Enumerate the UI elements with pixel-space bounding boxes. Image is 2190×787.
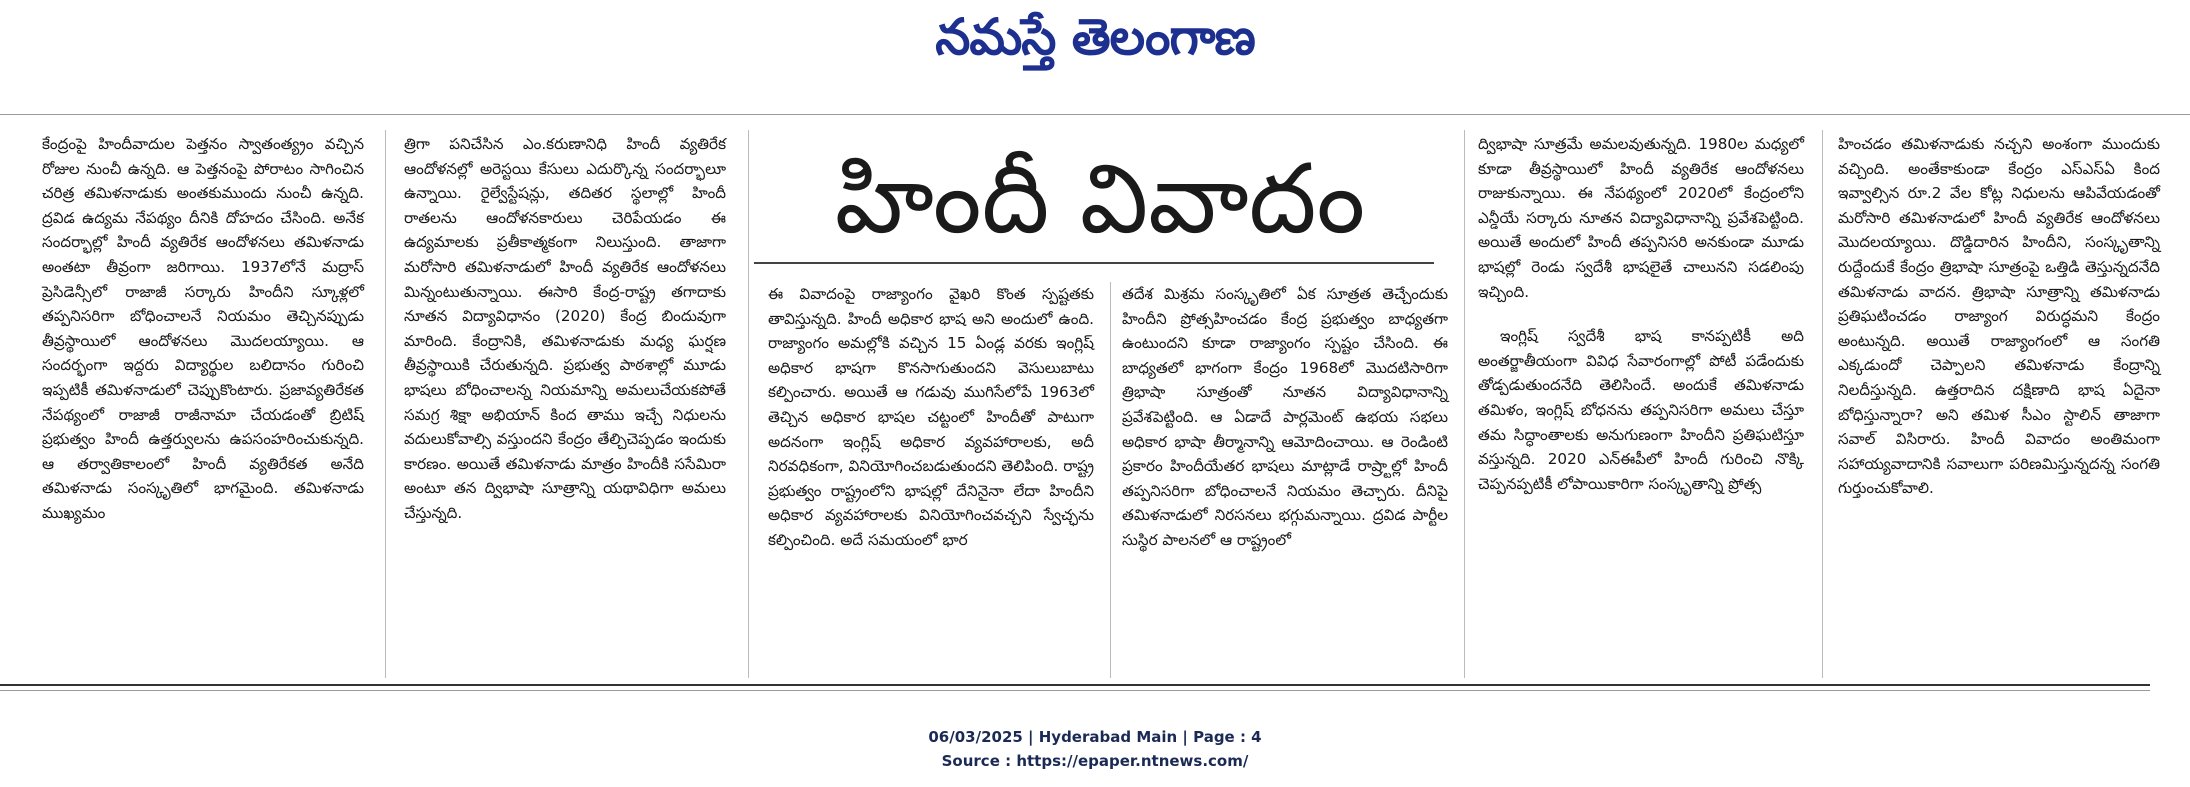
article-column-3	[768, 282, 1094, 553]
column-divider	[748, 130, 749, 678]
paragraph: త్రిగా పనిచేసిన ఎం.కరుణానిధి హిందీ వ్యతిరేక ఆందోళనల్లో అరెస్టయి కేసులు ఎదుర్కొన్న సందర్భాలూ ఉన్నాయి. రైల్వేస్టేషన్లు, తదితర స్థలాల్లో హిందీ రాతలను ఆందోళనకారులు చెరిపేయడం ఈ ఉద్యమాలకు ప్రతీకాత్మకంగా నిలుస్తుంది. తాజాగా మరోసారి తమిళనాడులో హిందీ వ్యతిరేక ఆందోళనలు మిన్నంటుతున్నాయి. ఈసారి కేంద్ర-రాష్ట్ర తగాదాకు నూతన విద్యావిధానం (2020) కేంద్ర బిందువుగా మారింది. కేంద్రానికి, తమిళనాడుకు మధ్య ఘర్షణ తీవ్రస్థాయికి చేరుతున్నది. ప్రభుత్వ పాఠశాల్లో మూడు భాషలు బోధించాలన్న నియమాన్ని అమలుచేయకపోతే సమగ్ర శిక్షా అభియాన్ కింద తాము ఇచ్చే నిధులను వదులుకోవాల్సి వస్తుందని కేంద్రం తేల్చిచెప్పడం ఇందుకు కారణం. అయితే తమిళనాడు మాత్రం హిందీకి ససేమిరా అంటూ తన ద్విభాషా సూత్రాన్ని యథావిధిగా అమలు చేస్తున్నది.	[404, 135, 726, 522]
article-column-1	[42, 132, 364, 526]
footer-dateline: 06/03/2025 | Hyderabad Main | Page : 4	[928, 728, 1262, 746]
paragraph: ఇంగ్లిష్ స్వదేశీ భాష కానప్పటికీ అది అంతర్జాతీయంగా వివిధ సేవారంగాల్లో పోటీ పడేందుకు తోడ్పడుతుందనేది తెలిసిందే. అందుకే తమిళనాడు తమిళం, ఇంగ్లిష్ బోధనను తప్పనిసరిగా అమలు చేస్తూ తమ సిద్ధాంతాలకు అనుగుణంగా హిందీని ప్రతిఘటిస్తూ వస్తున్నది. 2020 ఎన్ఈపీలో హిందీ గురించి నొక్కి చెప్పనప్పటికీ లోపాయికారిగా సంస్కృతాన్ని ప్రోత్స	[1478, 327, 1804, 493]
top-divider	[0, 114, 2190, 115]
paragraph: కేంద్రంపై హిందీవాదుల పెత్తనం స్వాతంత్య్రం వచ్చిన రోజుల నుంచీ ఉన్నది. ఆ పెత్తనంపై పోరాటం సాగించిన చరిత్ర తమిళనాడుకు అంతకుముందు నుంచీ ఉన్నది. ద్రవిడ ఉద్యమ నేపథ్యం దీనికి దోహదం చేసింది. అనేక సందర్భాల్లో హిందీ వ్యతిరేక ఆందోళనలు తమిళనాడు అంతటా తీవ్రంగా జరిగాయి. 1937లోనే మద్రాస్ ప్రెసిడెన్సీలో రాజాజీ సర్కారు హిందీని స్కూళ్లలో తప్పనిసరిగా బోధించాలనే నియమం తెచ్చినప్పుడు తీవ్రస్థాయిలో ఆందోళనలు మొదలయ్యాయి. ఆ సందర్భంగా ఇద్దరు విద్యార్థుల బలిదానం గురించి ఇప్పటికీ తమిళనాడులో చెప్పుకొంటారు. ప్రజావ్యతిరేకత నేపథ్యంలో రాజాజీ రాజీనామా చేయడంతో బ్రిటిష్ ప్రభుత్వం హిందీ ఉత్తర్వులను ఉపసంహరించుకున్నది. ఆ తర్వాతికాలంలో హిందీ వ్యతిరేకత అనేది తమిళనాడు సంస్కృతిలో భాగమైంది. తమిళనాడు ముఖ్యమం	[42, 135, 364, 522]
paragraph: ఈ వివాదంపై రాజ్యాంగం వైఖరి కొంత స్పష్టతకు తావిస్తున్నది. హిందీ అధికార భాష అని అందులో ఉంది. రాజ్యాంగం అమల్లోకి వచ్చిన 15 ఏండ్ల వరకు ఇంగ్లిష్ అధికార భాషగా కొనసాగుతుందని వెసులుబాటు కల్పించారు. అయితే ఆ గడువు ముగిసేలోపే 1963లో తెచ్చిన అధికార భాషల చట్టంలో హిందీతో పాటుగా అదనంగా ఇంగ్లిష్ అధికార వ్యవహారాలకు, అదీ నిరవధికంగా, వినియోగించబడుతుందని తెలిపింది. రాష్ట్ర ప్రభుత్వం రాష్ట్రంలోని భాషల్లో దేనినైనా లేదా హిందీని అధికార వ్యవహారాలకు వినియోగించవచ్చని స్వేచ్ఛను కల్పించింది. అదే సమయంలో భార	[768, 285, 1094, 549]
article-column-6	[1838, 132, 2160, 501]
column-divider	[1822, 130, 1823, 678]
headline: హిందీ వివాదం	[834, 143, 1366, 255]
bottom-divider	[0, 684, 2150, 686]
article-column-5	[1478, 132, 1804, 496]
column-divider	[1464, 130, 1465, 678]
column-divider	[1110, 282, 1111, 678]
headline-underline	[754, 262, 1434, 264]
column-divider	[385, 130, 386, 678]
paragraph: ద్విభాషా సూత్రమే అమలవుతున్నది. 1980ల మధ్యలో కూడా తీవ్రస్థాయిలో హిందీ వ్యతిరేక ఆందోళనలు రాజుకున్నాయి. ఈ నేపథ్యంలో 2020లో కేంద్రంలోని ఎన్డీయే సర్కారు నూతన విద్యావిధానాన్ని ప్రవేశపెట్టింది. అయితే అందులో హిందీ తప్పనిసరి అనకుండా మూడు భాషల్లో రెండు స్వదేశీ భాషలైతే చాలునని సడలింపు ఇచ్చింది.	[1478, 135, 1804, 301]
masthead	[0, 0, 2190, 80]
article-column-4	[1122, 282, 1448, 553]
article-column-2	[404, 132, 726, 526]
paragraph: హించడం తమిళనాడుకు నచ్చని అంశంగా ముందుకు వచ్చింది. అంతేకాకుండా కేంద్రం ఎస్ఎస్ఏ కింద ఇవ్వాల్సిన రూ.2 వేల కోట్ల నిధులను ఆపివేయడంతో మరోసారి తమిళనాడులో హిందీ వ్యతిరేక ఆందోళనలు మొదలయ్యాయి. దొడ్డిదారిన హిందీని, సంస్కృతాన్ని రుద్దేందుకే కేంద్రం త్రిభాషా సూత్రంపై ఒత్తిడి తెస్తున్నదనేది తమిళనాడు వాదన. త్రిభాషా సూత్రాన్ని తమిళనాడు ప్రతిఘటించడం రాజ్యాంగ విరుద్ధమని కేంద్రం అంటున్నది. అయితే రాజ్యాంగంలో ఆ సంగతి ఎక్కడుందో చెప్పాలని తమిళనాడు కేంద్రాన్ని నిలదీస్తున్నది. ఉత్తరాదిన దక్షిణాది భాష ఏదైనా బోధిస్తున్నారా? అని తమిళ సీఎం స్టాలిన్ తాజాగా సవాల్ విసిరారు. హిందీ వివాదం అంతిమంగా సహాయ్యవాదానికి సవాలుగా పరిణమిస్తున్నదన్న సంగతి గుర్తుంచుకోవాలి.	[1838, 135, 2160, 498]
paragraph: తదేశ మిశ్రమ సంస్కృతిలో ఏక సూత్రత తెచ్చేందుకు హిందీని ప్రోత్సహించడం కేంద్ర ప్రభుత్వం బాధ్యతగా ఉంటుందని కూడా రాజ్యాంగం స్పష్టం చేసింది. ఈ బాధ్యతలో భాగంగా కేంద్రం 1968లో మొదటిసారిగా త్రిభాషా సూత్రంతో నూతన విద్యావిధానాన్ని ప్రవేశపెట్టింది. ఆ ఏడాదే పార్లమెంట్ ఉభయ సభలు అధికార భాషా తీర్మానాన్ని ఆమోదించాయి. ఆ రెండింటి ప్రకారం హిందీయేతర భాషలు మాట్లాడే రాష్ర్టాల్లో హిందీ తప్పనిసరిగా బోధించాలనే నియమం తెచ్చారు. దీనిపై తమిళనాడులో నిరసనలు భగ్గుమన్నాయి. ద్రవిడ పార్టీల సుస్థిర పాలనలో ఆ రాష్ట్రంలో	[1122, 285, 1448, 549]
footer-source: Source : https://epaper.ntnews.com/	[941, 752, 1249, 770]
bottom-divider-thin	[0, 690, 2150, 691]
masthead-title: నమస్తే తెలంగాణ	[935, 8, 1255, 66]
